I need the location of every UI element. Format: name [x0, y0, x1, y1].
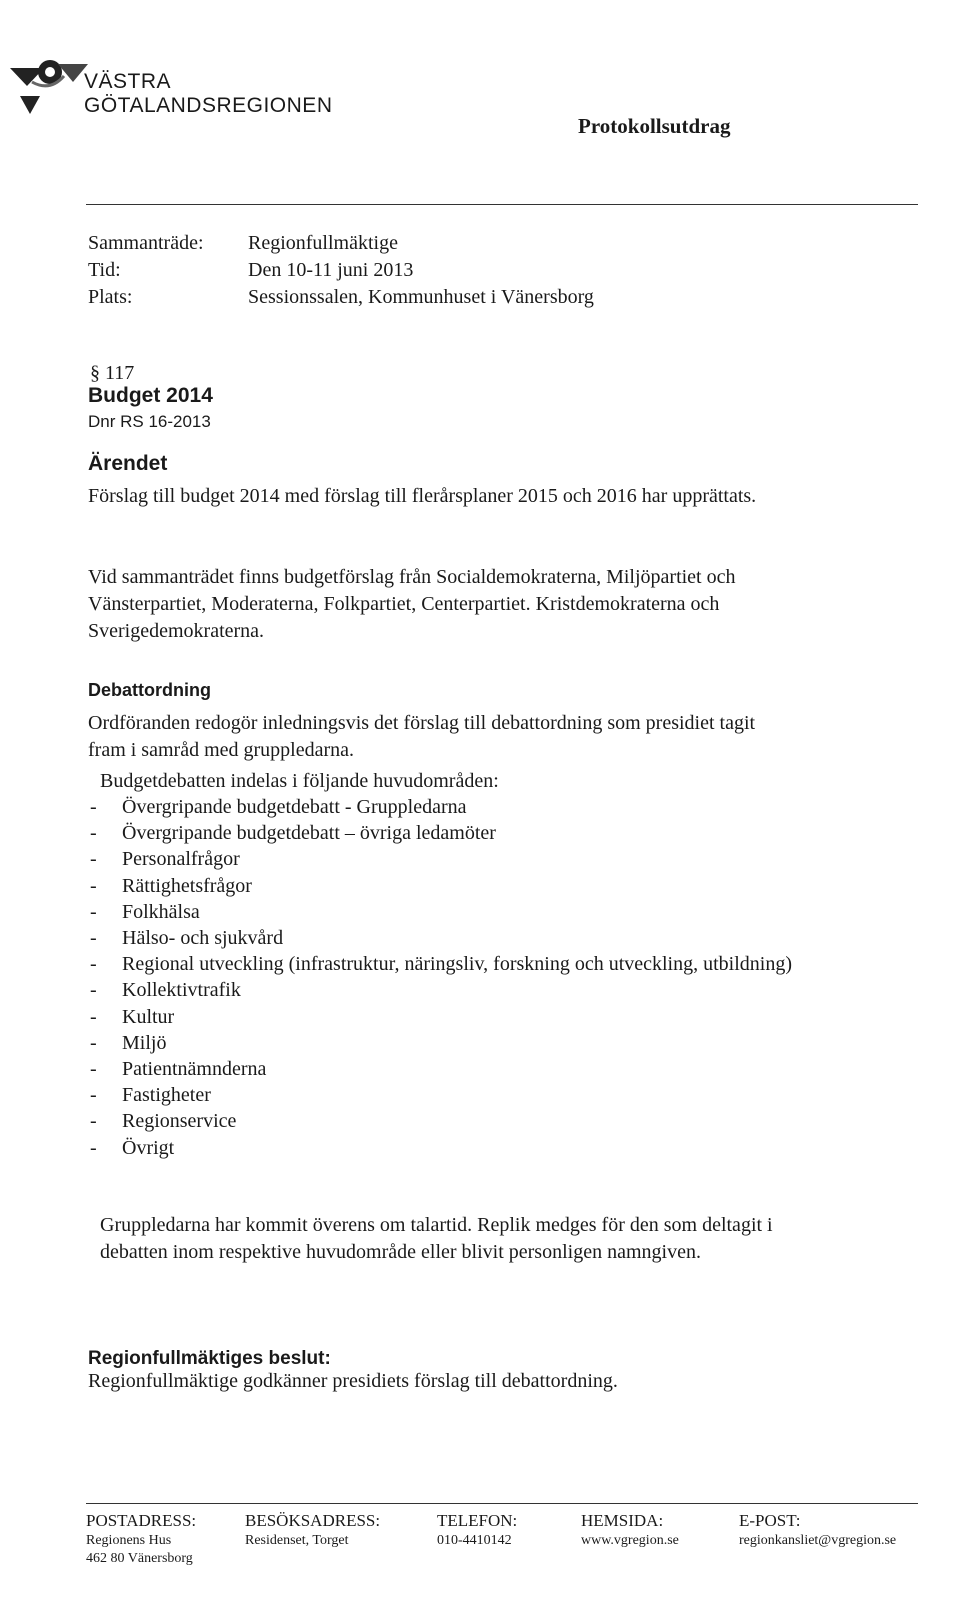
footer-postadress — [86, 1510, 196, 1568]
footer-telefon — [437, 1510, 517, 1550]
org-name-line2: GÖTALANDSREGIONEN — [84, 94, 333, 117]
list-item-text: Folkhälsa — [122, 900, 200, 923]
list-item: - Miljö — [88, 1030, 808, 1056]
meeting-info — [88, 230, 594, 311]
list-item-text: Övergripande budgetdebatt - Gruppledarna — [122, 796, 467, 818]
meeting-label: Plats: — [88, 286, 133, 308]
list-item-text: Regionservice — [122, 1110, 237, 1133]
footer-hemsida — [581, 1510, 679, 1550]
meeting-row-sammantrade — [88, 230, 594, 257]
vgr-logo — [6, 56, 90, 126]
list-item-text: Personalfrågor — [122, 848, 240, 871]
list-item: - Övergripande budgetdebatt - Gruppledarna — [88, 794, 808, 820]
list-item-text: Fastigheter — [122, 1084, 211, 1107]
beslut-text: Regionfullmäktige godkänner presidiets förslag till debattordning. — [88, 1370, 618, 1392]
footer-value: www.vgregion.se — [581, 1533, 679, 1548]
list-item: - Folkhälsa — [88, 899, 808, 925]
meeting-label: Tid: — [88, 259, 121, 281]
footer-value: Regionens Hus — [86, 1533, 172, 1548]
footer-besoksadress — [245, 1510, 380, 1550]
heading-arendet: Ärendet — [88, 452, 168, 475]
list-item-text: Kollektivtrafik — [122, 979, 241, 1002]
footer-label: POSTADRESS: — [86, 1511, 197, 1530]
footer-label: E-POST: — [739, 1511, 801, 1530]
meeting-row-plats — [88, 284, 594, 311]
footer-value: Residenset, Torget — [245, 1533, 349, 1548]
document-type: Protokollsutdrag — [578, 114, 731, 138]
paragraph-number: § 117 — [90, 362, 135, 384]
debatt-paragraph-3: Gruppledarna har kommit överens om talartid. Replik medges för den som deltagit i debatten inom respektive huvudområde eller blivit personligen namngiven. — [100, 1214, 773, 1263]
debatt-paragraph-1: Ordföranden redogör inledningsvis det förslag till debattordning som presidiet tagit fram i samråd med gruppledarna. — [88, 712, 756, 761]
list-item: - Kollektivtrafik — [88, 977, 808, 1003]
list-item: - Patientnämnderna — [88, 1056, 808, 1082]
list-item: - Rättighetsfrågor — [88, 873, 808, 899]
list-item: - Fastigheter — [88, 1082, 808, 1108]
org-name-line1: VÄSTRA — [84, 70, 172, 93]
list-item-text: Kultur — [122, 1005, 175, 1028]
heading-beslut: Regionfullmäktiges beslut: — [88, 1348, 331, 1369]
list-item-text: Rättighetsfrågor — [122, 874, 252, 897]
list-item: - Regionservice — [88, 1108, 808, 1134]
footer-label: TELEFON: — [437, 1511, 518, 1530]
list-item: - Regional utveckling (infrastruktur, näringsliv, forskning och utveckling, utbildning) — [88, 951, 808, 977]
diary-number: Dnr RS 16-2013 — [88, 412, 211, 431]
footer-divider — [86, 1503, 918, 1504]
organization-name — [84, 70, 332, 118]
meeting-value: Sessionssalen, Kommunhuset i Vänersborg — [248, 286, 594, 308]
list-item-text: Patientnämnderna — [122, 1058, 267, 1081]
page-title: Budget 2014 — [88, 384, 213, 407]
list-item: - Hälso- och sjukvård — [88, 925, 808, 951]
heading-debattordning: Debattordning — [88, 680, 211, 700]
header-divider — [86, 204, 918, 205]
debatt-paragraph-2: Budgetdebatten indelas i följande huvudområden: — [100, 770, 499, 792]
list-item: - Personalfrågor — [88, 846, 808, 872]
list-item-text: Övergripande budgetdebatt – övriga ledamöter — [122, 822, 496, 845]
footer-epost — [739, 1510, 896, 1550]
list-item: - Övergripande budgetdebatt – övriga ledamöter — [88, 820, 808, 846]
meeting-row-tid — [88, 257, 594, 284]
list-item-text: Regional utveckling (infrastruktur, näringsliv, forskning och utveckling, utbildning) — [122, 953, 792, 976]
footer-label: HEMSIDA: — [581, 1511, 664, 1530]
footer-value: 462 80 Vänersborg — [86, 1551, 193, 1566]
meeting-value: Den 10-11 juni 2013 — [248, 259, 414, 281]
footer-value: regionkansliet@vgregion.se — [739, 1533, 897, 1548]
footer-value: 010-4410142 — [437, 1533, 512, 1548]
arendet-paragraph-2: Vid sammanträdet finns budgetförslag från Socialdemokraterna, Miljöpartiet och Vänsterpartiet, Moderaterna, Folkpartiet, Centerpartiet. Kristdemokraterna och Sverigedemokraterna. — [88, 566, 736, 642]
list-item-text: Övrigt — [122, 1136, 175, 1159]
meeting-label: Sammanträde: — [88, 232, 204, 254]
arendet-paragraph-1: Förslag till budget 2014 med förslag till flerårsplaner 2015 och 2016 har upprättats. — [88, 485, 757, 507]
list-item: - Övrigt — [88, 1135, 808, 1161]
meeting-value: Regionfullmäktige — [248, 232, 398, 254]
list-item: - Kultur — [88, 1004, 808, 1030]
topic-list — [88, 794, 808, 1161]
list-item-text: Hälso- och sjukvård — [122, 927, 284, 950]
list-item-text: Miljö — [122, 1031, 167, 1054]
footer-label: BESÖKSADRESS: — [245, 1511, 381, 1530]
